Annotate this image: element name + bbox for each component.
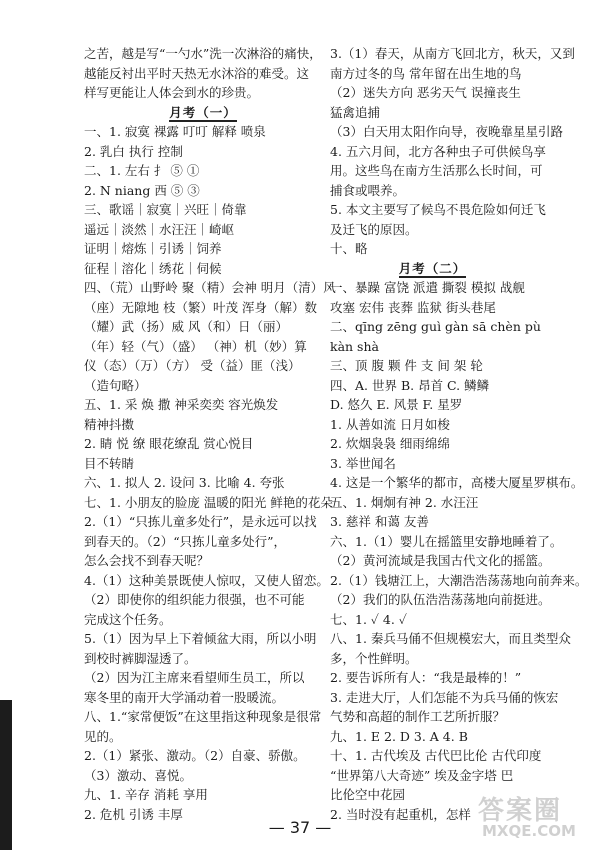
- answer-line: 2. 乳白 执行 控制: [84, 143, 183, 159]
- answer-line: 寒冬里的南开大学涌动着一股暖流。: [84, 689, 285, 705]
- answer-line: 到校时裤脚湿透了。: [84, 650, 197, 666]
- answer-line: 2. 炊烟袅袅 细雨绵绵: [330, 436, 450, 451]
- answer-line: 2. 睛 悦 缭 眼花缭乱 赏心悦目: [84, 436, 254, 451]
- answer-line: 十、略: [330, 241, 368, 256]
- answer-line: （耀）武（扬）威 风（和）日（丽）: [84, 319, 288, 334]
- answer-line: 攻塞 宏伟 丧葬 监狱 街头巷尾: [330, 299, 496, 315]
- answer-line: 一、暴躁 富饶 派遣 撕裂 模拟 战舰: [330, 280, 525, 295]
- answer-line: 3. 举世闻名: [330, 455, 396, 471]
- answer-line: 二、1. 左右 扌 ⑤ ①: [84, 163, 200, 178]
- answer-line: 四、A. 世界 B. 昂首 C. 鳞鳞: [330, 377, 490, 393]
- answer-line: 2. 危机 引诱 丰厚: [84, 806, 183, 822]
- answer-line: 一、1. 寂寞 裸露 叮叮 解释 喷泉: [84, 124, 266, 139]
- answer-line: 六、1. 拟人 2. 设问 3. 比喻 4. 夸张: [84, 475, 285, 490]
- right-column: [330, 44, 588, 824]
- answer-line: 3. 走进大厅，人们怎能不为兵马俑的恢宏: [330, 689, 559, 705]
- answer-line: 2.（1）“只拣儿童多处行”，是永远可以找: [84, 514, 317, 529]
- answer-line: 八、1.“家常便饭”在这里指这种现象是很常: [84, 709, 322, 724]
- answer-line: “世界第八大奇迹” 埃及金字塔 巴: [330, 767, 514, 783]
- answer-line: 见的。: [84, 728, 122, 744]
- section-title: [330, 259, 535, 279]
- answer-line: （2）我们的队伍浩浩荡荡地向前挺进。: [330, 592, 551, 607]
- answer-line: 六、1.（1）婴儿在摇篮里安静地睡着了。: [330, 533, 563, 549]
- answer-line: （2）黄河流域是我国古代文化的摇篮。: [330, 553, 551, 568]
- answer-line: 4. 五六月间，北方各种虫子可供候鸟享: [330, 143, 546, 159]
- answer-line: 四、（荒）山野岭 聚（精）会神 明月（清）风: [84, 280, 336, 295]
- answer-line: （2）因为江主席来看望师生员工，所以: [84, 670, 305, 685]
- answer-line: kàn shà: [330, 338, 379, 354]
- answer-line: 目不转睛: [84, 455, 135, 471]
- answer-line: 2.（1）钱塘江上，大潮浩浩荡荡地向前奔来。: [330, 572, 588, 588]
- watermark-brand: 答案圈: [478, 796, 563, 826]
- left-column: [84, 44, 336, 824]
- answer-line: 九、1. E 2. D 3. A 4. B: [330, 728, 468, 744]
- answer-line: 1. 从善如流 日月如梭: [330, 416, 450, 432]
- answer-line: 三、歌谣｜寂寞｜兴旺｜倚靠: [84, 202, 247, 217]
- answer-line: 3.（1）春天，从南方飞回北方，秋天，又到: [330, 46, 575, 61]
- answer-line: （3）激动、喜悦。: [84, 767, 192, 783]
- answer-line: 2. 当时没有起重机，怎样: [330, 806, 471, 822]
- answer-line: 气势和高超的制作工艺所折服？: [330, 709, 506, 724]
- answer-line: 十、1. 古代埃及 古代巴比伦 古代印度: [330, 748, 542, 763]
- answer-line: 精神抖擞: [84, 416, 135, 432]
- answer-line: 九、1. 辛存 消耗 享用: [84, 787, 208, 802]
- answer-line: （2）迷失方向 恶劣天气 误撞丧生: [330, 85, 521, 100]
- answer-line: 3. 慈祥 和蔼 友善: [330, 514, 429, 529]
- answer-line: 证明｜熔炼｜引诱｜饲养: [84, 241, 222, 256]
- answer-line: 捕食或喂养。: [330, 182, 406, 198]
- answer-line: 5.（1）因为早上下着倾盆大雨，所以小明: [84, 631, 317, 646]
- answer-line: 三、顶 腹 颗 件 支 间 架 轮: [330, 358, 483, 373]
- answer-line: 4.（1）这种美景既使人惊叹，又使人留恋。: [84, 572, 329, 588]
- answer-line: 二、qīng zēng guì gàn sā chèn pù: [330, 319, 541, 334]
- answer-line: 征程｜溶化｜绣花｜伺候: [84, 260, 222, 276]
- answer-line: 怎么会找不到春天呢？: [84, 553, 210, 568]
- answer-line: （座）无隙地 枝（繁）叶茂 浑身（解）数: [84, 299, 317, 315]
- answer-line: 多，个性鲜明。: [330, 650, 418, 666]
- answer-line: 七、1. ✓ 4. ✓: [330, 611, 407, 627]
- answer-line: 五、1. 采 焕 撒 神采奕奕 容光焕发: [84, 397, 279, 412]
- watermark-logo: [478, 790, 598, 845]
- answer-line: 样写更能让人体会到水的珍贵。: [84, 85, 260, 100]
- answer-line: 2.（1）紧张、激动。（2）自豪、骄傲。: [84, 748, 306, 763]
- answer-line: 南方过冬的鸟 常年留在出生地的鸟: [330, 65, 522, 81]
- answer-line: 4. 这是一个繁华的都市，高楼大厦星罗棋布。: [330, 475, 584, 490]
- answer-line: 5. 本文主要写了候鸟不畏危险如何迁飞: [330, 202, 546, 217]
- section-title: [84, 103, 322, 123]
- answer-line: 2. 要告诉所有人：“我是最棒的！”: [330, 670, 522, 685]
- answer-line: 用。这些鸟在南方生活那么长时间，可: [330, 163, 543, 178]
- answer-line: 仪（态）（万）（方） 受（益）匪（浅）: [84, 358, 301, 373]
- answer-line: 比伦空中花园: [330, 787, 406, 802]
- answer-line: 之苦，越是写“一勺水”洗一次淋浴的痛快，: [84, 46, 322, 61]
- answer-line: 完成这个任务。: [84, 611, 172, 627]
- answer-line: 越能反衬出平时天热无水沐浴的难受。这: [84, 65, 310, 81]
- answer-line: 七、1. 小朋友的脸庞 温暖的阳光 鲜艳的花朵: [84, 494, 333, 510]
- answer-line: 八、1. 秦兵马俑不但规模宏大，而且类型众: [330, 631, 571, 646]
- section-title-text: 月考（一）: [169, 104, 237, 120]
- answer-line: D. 悠久 E. 风景 F. 星罗: [330, 397, 463, 412]
- binding-edge: [0, 700, 12, 850]
- answer-line: 及迁飞的原因。: [330, 221, 418, 237]
- answer-line: 五、1. 炯炯有神 2. 水汪汪: [330, 494, 479, 510]
- answer-line: （造句略）: [84, 377, 147, 393]
- answer-line: （年）轻（气）（盛） （神）机（妙）算: [84, 338, 307, 354]
- answer-line: 2. N niang 西 ⑤ ③: [84, 182, 200, 198]
- answer-line: （2）即使你的组织能力很强，也不可能: [84, 592, 305, 607]
- answer-line: 遥远｜淡然｜水汪汪｜崎岖: [84, 221, 235, 237]
- page-number: — 37 —: [268, 818, 332, 837]
- answer-line: 到春天的。（2）“只拣儿童多处行”，: [84, 533, 286, 549]
- watermark-url: MXQE.COM: [482, 822, 576, 840]
- section-title-text: 月考（二）: [398, 260, 467, 276]
- answer-line: （3）白天用太阳作向导，夜晚靠星星引路: [330, 124, 563, 139]
- answer-line: 猛禽追捕: [330, 104, 381, 120]
